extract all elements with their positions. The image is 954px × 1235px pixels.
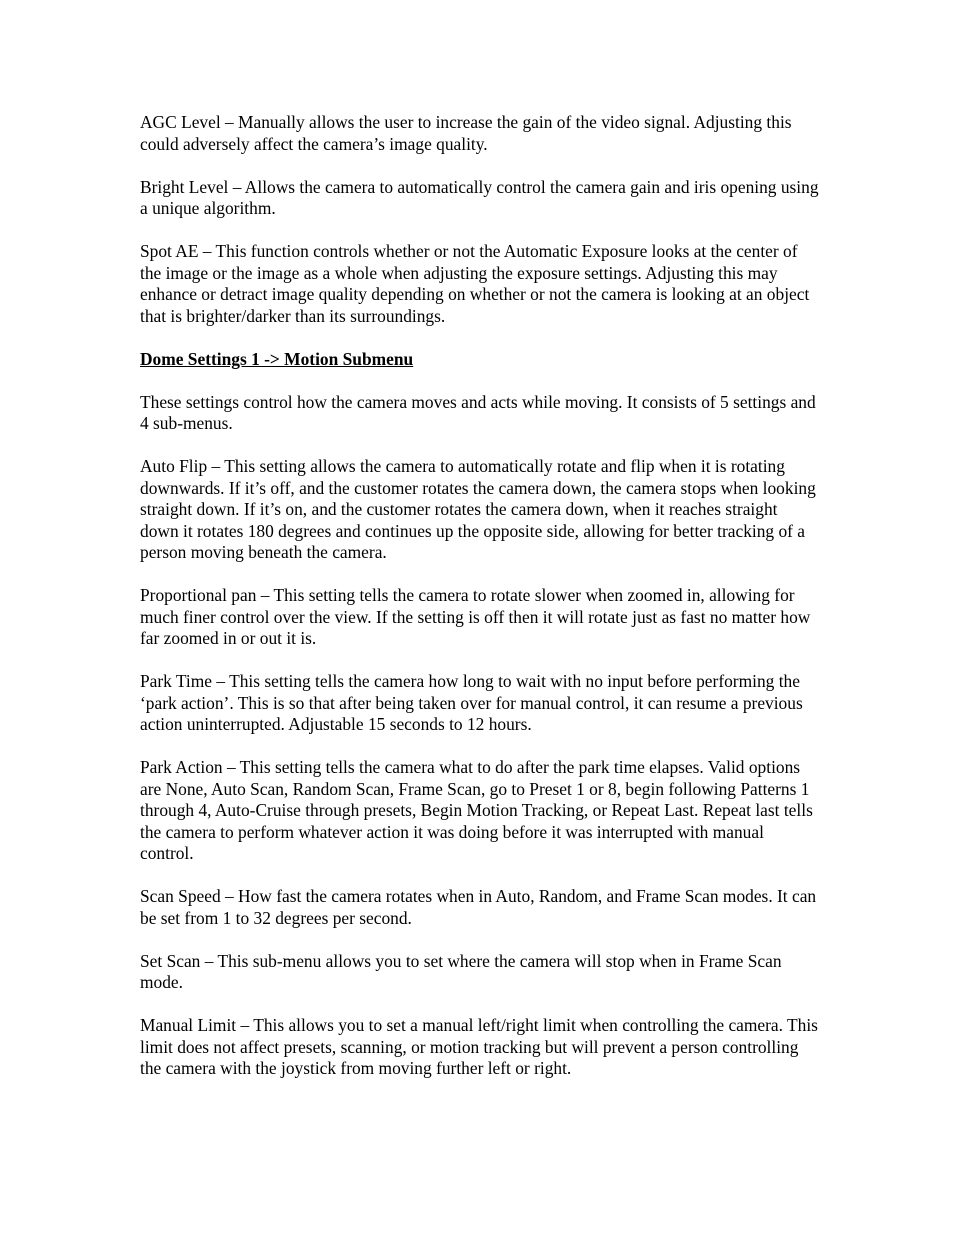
- paragraph-set-scan: Set Scan – This sub-menu allows you to set where the camera will stop when in Frame Scan mode.: [140, 950, 782, 992]
- paragraph-agc-level: AGC Level – Manually allows the user to increase the gain of the video signal. Adjusting this could adversely affect the camera’s image quality.: [140, 112, 792, 154]
- paragraph-scan-speed: Scan Speed – How fast the camera rotates when in Auto, Random, and Frame Scan modes. It can be set from 1 to 32 degrees per second.: [140, 886, 817, 928]
- paragraph-park-action: Park Action – This setting tells the camera what to do after the park time elapses. Valid options are None, Auto Scan, Random Scan, Frame Scan, go to Preset 1 or 8, begin following Patterns 1 through 4, Auto-Cruise through presets, Begin Motion Tracking, or Repeat Last. Repeat last tells the camera to perform whatever action it was doing before it was interrupted with manual control.: [140, 757, 813, 863]
- paragraph-motion-intro: These settings control how the camera moves and acts while moving. It consists of 5 settings and 4 sub-menus.: [140, 391, 816, 433]
- paragraph-proportional-pan: Proportional pan – This setting tells the camera to rotate slower when zoomed in, allowing for much finer control over the view. If the setting is off then it will rotate just as fast no matter how far zoomed in or out it is.: [140, 585, 811, 648]
- document-page: [140, 112, 820, 1101]
- paragraph-spot-ae: Spot AE – This function controls whether or not the Automatic Exposure looks at the center of the image or the image as a whole when adjusting the exposure settings. Adjusting this may enhance or detract image quality depending on whether or not the camera is looking at an object that is brighter/darker than its surroundings.: [140, 241, 810, 326]
- paragraph-manual-limit: Manual Limit – This allows you to set a manual left/right limit when controlling the camera. This limit does not affect presets, scanning, or motion tracking but will prevent a person controlling the camera with the joystick from moving further left or right.: [140, 1015, 818, 1078]
- paragraph-bright-level: Bright Level – Allows the camera to automatically control the camera gain and iris opening using a unique algorithm.: [140, 176, 819, 218]
- paragraph-auto-flip: Auto Flip – This setting allows the camera to automatically rotate and flip when it is rotating downwards. If it’s off, and the customer rotates the camera down, the camera stops when looking straight down. If it’s on, and the customer rotates the camera down, when it reaches straight down it rotates 180 degrees and continues up the opposite side, allowing for better tracking of a person moving beneath the camera.: [140, 456, 816, 562]
- paragraph-park-time: Park Time – This setting tells the camera how long to wait with no input before performing the ‘park action’. This is so that after being taken over for manual control, it can resume a previous action uninterrupted. Adjustable 15 seconds to 12 hours.: [140, 671, 803, 734]
- section-heading-motion-submenu: Dome Settings 1 -> Motion Submenu: [140, 348, 414, 369]
